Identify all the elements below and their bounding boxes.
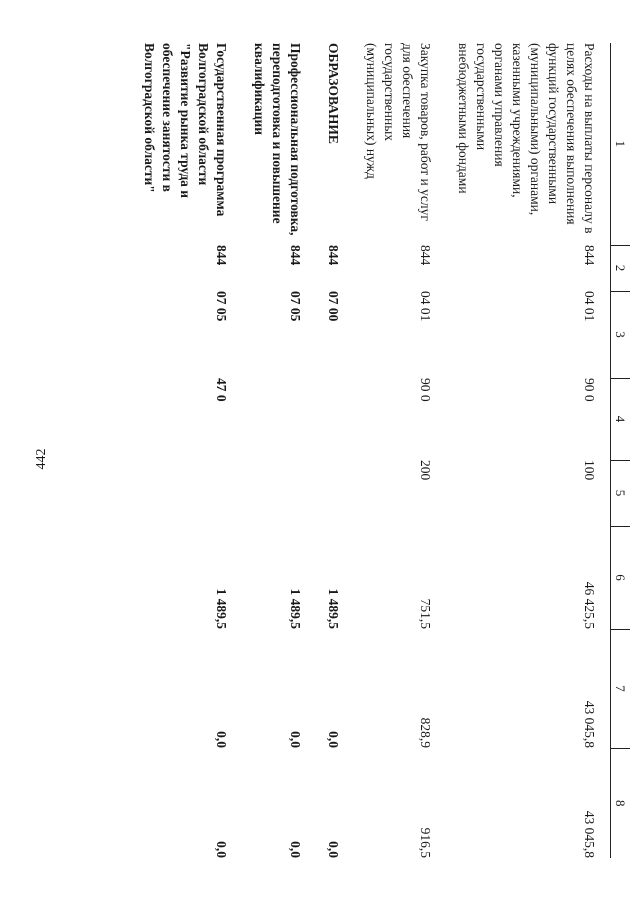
table-row — [446, 43, 611, 858]
col-header-6: 6 — [611, 526, 631, 629]
cell-expense-type: 200 — [418, 460, 433, 481]
col-header-2: 2 — [611, 245, 631, 291]
cell-expense-type: 100 — [582, 460, 597, 481]
cell-amount-year3: 916,5 — [418, 827, 433, 858]
cell-ministry-code: 844 — [326, 245, 341, 266]
cell-amount-year2: 828,9 — [418, 717, 433, 748]
cell-amount-year1: 1 489,5 — [288, 588, 303, 629]
cell-ministry-code: 844 — [418, 245, 433, 266]
cell-amount-year1: 751,5 — [418, 598, 433, 629]
cell-expense-type — [316, 460, 354, 526]
col-header-3: 3 — [611, 291, 631, 378]
cell-section-code: 07 05 — [288, 291, 303, 322]
table-row — [354, 43, 446, 858]
table-row — [132, 43, 242, 858]
table-row — [316, 43, 354, 858]
cell-section-code: 04 01 — [418, 291, 433, 322]
cell-expense-type — [132, 460, 242, 526]
cell-program-code — [242, 378, 316, 460]
cell-amount-year2: 0,0 — [288, 731, 303, 748]
cell-amount-year1: 1 489,5 — [214, 588, 229, 629]
cell-amount-year3: 0,0 — [326, 841, 341, 858]
cell-amount-year3: 43 045,8 — [582, 810, 597, 858]
col-header-7: 7 — [611, 629, 631, 748]
cell-ministry-code: 844 — [288, 245, 303, 266]
cell-section-code: 07 00 — [326, 291, 341, 322]
cell-amount-year1: 46 425,5 — [582, 581, 597, 629]
cell-program-code: 90 0 — [582, 378, 597, 402]
cell-ministry-code: 844 — [214, 245, 229, 266]
cell-ministry-code: 844 — [582, 245, 597, 266]
cell-amount-year1: 1 489,5 — [326, 588, 341, 629]
col-header-5: 5 — [611, 460, 631, 526]
cell-program-code: 47 0 — [214, 378, 229, 402]
cell-program-code — [316, 378, 354, 460]
table-row — [242, 43, 316, 858]
cell-section-code: 07 05 — [214, 291, 229, 322]
row-description: Государственная программа Волгоградской области "Развитие рынка труда и обеспечение занятости в Волгоградской области" — [142, 43, 229, 217]
table-header-row — [611, 43, 631, 858]
cell-amount-year2: 0,0 — [214, 731, 229, 748]
row-description: Профессиональная подготовка, переподготовка и повышение квалификации — [252, 43, 303, 236]
cell-amount-year3: 0,0 — [214, 841, 229, 858]
cell-expense-type — [242, 460, 316, 526]
page-number: 442 — [34, 448, 49, 470]
cell-amount-year2: 43 045,8 — [582, 700, 597, 748]
row-description: Расходы на выплаты персоналу в целях обеспечения выполнения функций государственными (муниципальными) органами, казенными учреждениями, органами управления государственными внебюджетными фондами — [456, 43, 597, 234]
row-description: Закупка товаров, работ и услуг для обеспечения государственных (муниципальных) нужд — [364, 43, 433, 221]
budget-table — [132, 43, 630, 858]
row-description: ОБРАЗОВАНИЕ — [326, 43, 341, 144]
cell-amount-year3: 0,0 — [288, 841, 303, 858]
col-header-1: 1 — [611, 43, 631, 245]
cell-amount-year2: 0,0 — [326, 731, 341, 748]
col-header-4: 4 — [611, 378, 631, 460]
budget-table-rotated — [59, 43, 630, 858]
cell-program-code: 90 0 — [418, 378, 433, 402]
col-header-8: 8 — [611, 748, 631, 858]
cell-section-code: 04 01 — [582, 291, 597, 322]
